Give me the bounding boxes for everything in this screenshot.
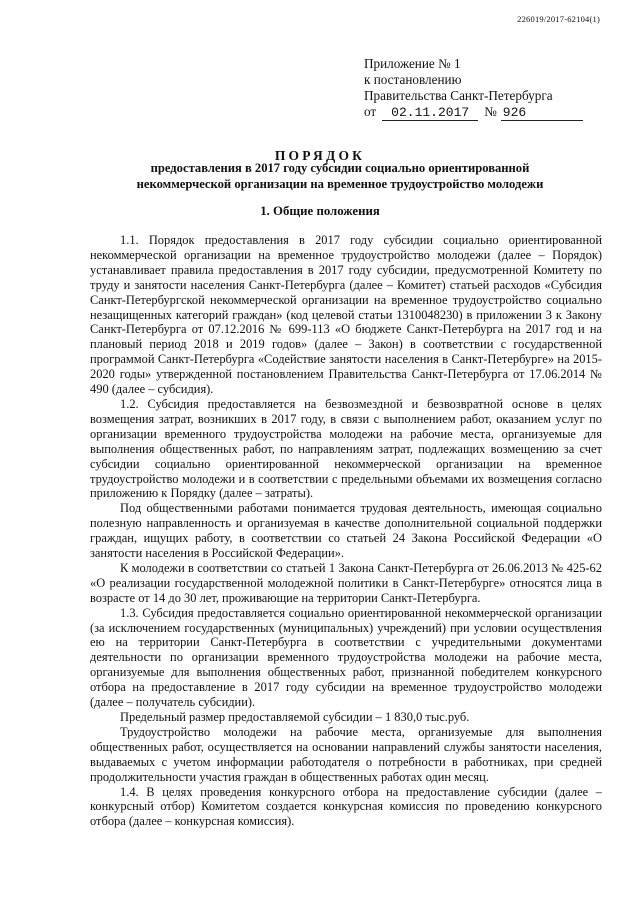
paragraph: К молодежи в соответствии со статьей 1 Закона Санкт-Петербурга от 26.06.2013 № 425-62 «О реализации государственной молодежной политики в Санкт-Петербурге» относятся лица в возрасте от 14 до 30 лет, проживающие на территории Санкт-Петербурга. — [90, 560, 602, 605]
appendix-date-row — [364, 104, 604, 121]
appendix-issuer: Правительства Санкт-Петербурга — [364, 88, 553, 103]
date-value: 02.11.2017 — [382, 106, 478, 121]
appendix-ref: к постановлению — [364, 72, 462, 87]
document-body — [90, 233, 602, 829]
appendix-block — [364, 56, 604, 121]
paragraph: Предельный размер предоставляемой субсидии – 1 830,0 тыс.руб. — [120, 710, 470, 724]
document-title: ПОРЯДОК — [274, 148, 366, 163]
paragraph: Под общественными работами понимается трудовая деятельность, имеющая социально полезную направленность и организуемая в качестве дополнительной социальной поддержки граждан, ищущих работу, в соответствии со статьей 24 Закона Российской Федерации «О занятости населения в Российской Федерации». — [90, 501, 602, 561]
number-value: 926 — [501, 106, 583, 121]
section-heading: 1. Общие положения — [260, 204, 380, 218]
appendix-number: Приложение № 1 — [364, 56, 461, 71]
paragraph: 1.4. В целях проведения конкурсного отбора на предоставление субсидии (далее – конкурсный отбор) Комитетом создается конкурсная комиссия по проведению конкурсного отбора (далее – конкурсная комиссия). — [90, 784, 602, 829]
paragraph: 1.3. Субсидия предоставляется социально ориентированной некоммерческой организации (за исключением государственных (муниципальных) учреждений) при условии осуществления ею на территории Санкт-Петербурга в соответствии с учредительными документами деятельности по организации временного трудоустройства молодежи на рабочие места, организуемые для выполнения общественных работ, признанной победителем конкурсного отбора на предоставление в 2017 году субсидии на временное трудоустройство молодежи (далее – получатель субсидии). — [90, 605, 602, 710]
number-sign: № — [484, 104, 497, 119]
paragraph: 1.1. Порядок предоставления в 2017 году субсидии социально ориентированной некоммерческой организации на временное трудоустройство молодежи (далее – Порядок) устанавливает правила предоставления в 2017 году субсидии, предусмотренной Комитету по труду и занятости населения Санкт-Петербурга (далее – Комитет) статьей расходов «Субсидия Санкт-Петербургской некоммерческой организации на временное трудоустройство социально незащищенных категорий граждан» (код целевой статьи 1310048230) в приложении 3 к Закону Санкт-Петербурга от 07.12.2016 № 699-113 «О бюджете Санкт-Петербурга на 2017 год и на плановый период 2018 и 2019 годов» (далее – Закон) в соответствии с государственной программой Санкт-Петербурга «Содействие занятости населения в Санкт-Петербурге» на 2015-2020 годы» утвержденной постановлением Правительства Санкт-Петербурга от 17.06.2014 № 490 (далее – субсидия). — [90, 233, 602, 397]
paragraph: Трудоустройство молодежи на рабочие места, организуемые для выполнения общественных работ, осуществляется на основании направлений службы занятости населения, выдаваемых с учетом информации работодателя о потребности в работниках, при средней продолжительности участия граждан в общественных работах один месяц. — [90, 724, 602, 784]
date-prefix: от — [364, 104, 377, 119]
document-subtitle: предоставления в 2017 году субсидии социально ориентированной некоммерческой организации на временное трудоустройство молодежи — [136, 161, 544, 191]
document-id: 226019/2017-62104(1) — [517, 14, 600, 24]
paragraph: 1.2. Субсидия предоставляется на безвозмездной и безвозвратной основе в целях возмещения затрат, возникших в 2017 году, в связи с выполнением работ, оказанием услуг по организации временного трудоустройства молодежи на рабочие места, организуемые для выполнения общественных работ, по направлениям затрат, подлежащих возмещению за счет субсидии социально ориентированной некоммерческой организации на временное трудоустройство молодежи и в соответствии с предельными объемами их возмещения согласно приложению к Порядку (далее – затраты). — [90, 396, 602, 501]
